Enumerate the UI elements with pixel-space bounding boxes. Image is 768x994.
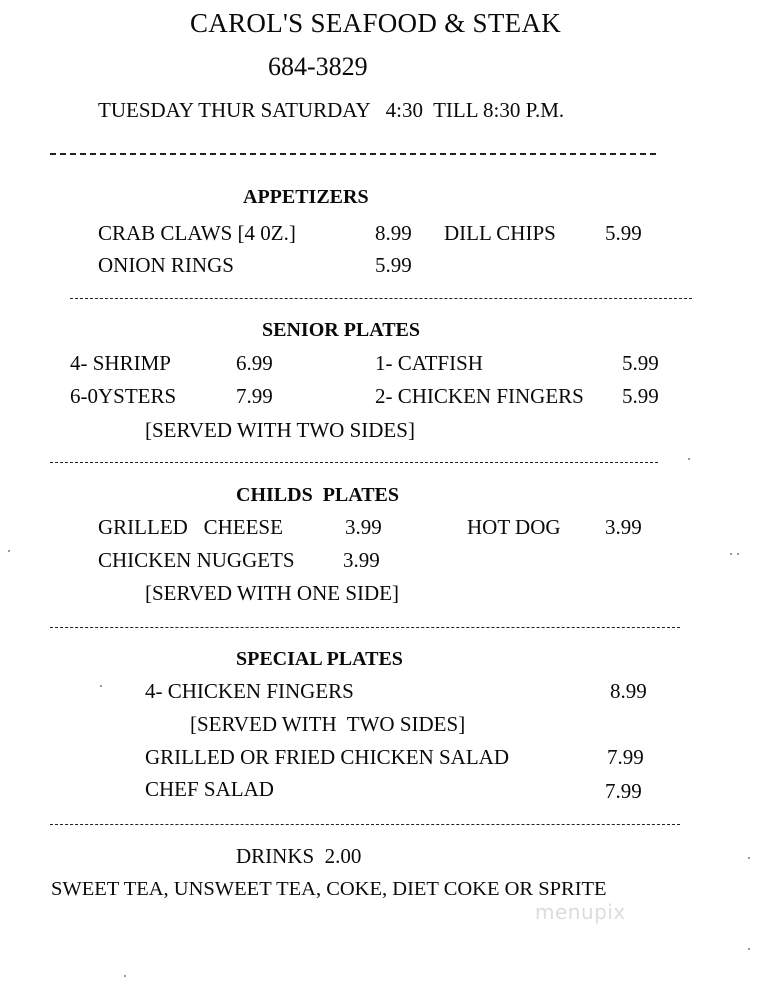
menu-item-price: 3.99 — [345, 515, 382, 539]
divider — [50, 153, 656, 155]
menu-item-price: 5.99 — [605, 221, 642, 245]
menu-item-name: 2- CHICKEN FINGERS — [375, 384, 584, 408]
menu-item-name: DILL CHIPS — [444, 221, 556, 245]
menu-item-name: 6-0YSTERS — [70, 384, 177, 408]
menu-item-price: 5.99 — [622, 384, 659, 408]
watermark-logo: menupix — [535, 900, 626, 924]
divider — [50, 462, 658, 463]
menu-item-name: 1- CATFISH — [375, 351, 483, 375]
menu-item-name: CHEF SALAD — [145, 777, 274, 801]
menu-item-price: 5.99 — [375, 253, 412, 277]
section-heading-childs: CHILDS PLATES — [236, 484, 400, 506]
menu-item-name: GRILLED OR FRIED CHICKEN SALAD — [145, 745, 509, 769]
business-hours: TUESDAY THUR SATURDAY 4:30 TILL 8:30 P.M. — [98, 98, 565, 122]
menu-item-price: 7.99 — [607, 745, 644, 769]
section-heading-appetizers: APPETIZERS — [243, 186, 369, 208]
menu-item-name: CHICKEN NUGGETS — [98, 548, 295, 572]
menu-item-price: 7.99 — [236, 384, 273, 408]
menu-item-price: 5.99 — [622, 351, 659, 375]
section-heading-special: SPECIAL PLATES — [236, 648, 403, 670]
divider — [50, 824, 680, 825]
menu-item-name: ONION RINGS — [98, 253, 234, 277]
menu-item-name: GRILLED CHEESE — [98, 515, 283, 539]
menu-item-name: HOT DOG — [467, 515, 561, 539]
scan-speck — [8, 550, 10, 552]
scan-speck — [730, 553, 732, 555]
menu-item-price: 6.99 — [236, 351, 273, 375]
menu-item-price: 8.99 — [375, 221, 412, 245]
scan-speck — [737, 553, 739, 555]
divider — [50, 627, 680, 628]
section-heading-senior: SENIOR PLATES — [262, 319, 421, 341]
serving-note: [SERVED WITH TWO SIDES] — [190, 712, 466, 736]
menu-item-name: CRAB CLAWS [4 0Z.] — [98, 221, 296, 245]
scan-speck — [100, 685, 102, 687]
restaurant-title: CAROL'S SEAFOOD & STEAK — [190, 8, 562, 38]
phone-number: 684-3829 — [268, 52, 368, 81]
scan-speck — [688, 458, 690, 460]
menu-item-price: 8.99 — [610, 679, 647, 703]
scan-speck — [124, 975, 126, 977]
serving-note: [SERVED WITH TWO SIDES] — [145, 418, 415, 442]
drinks-price: DRINKS 2.00 — [236, 844, 362, 868]
menu-item-price: 3.99 — [605, 515, 642, 539]
menu-item-name: 4- CHICKEN FINGERS — [145, 679, 354, 703]
scan-speck — [748, 948, 750, 950]
menu-item-name: 4- SHRIMP — [70, 351, 171, 375]
divider — [70, 298, 692, 299]
scan-speck — [748, 857, 750, 859]
menu-item-price: 3.99 — [343, 548, 380, 572]
serving-note: [SERVED WITH ONE SIDE] — [145, 581, 399, 605]
drinks-list: SWEET TEA, UNSWEET TEA, COKE, DIET COKE OR SPRITE — [51, 878, 607, 900]
menu-item-price: 7.99 — [605, 779, 642, 803]
